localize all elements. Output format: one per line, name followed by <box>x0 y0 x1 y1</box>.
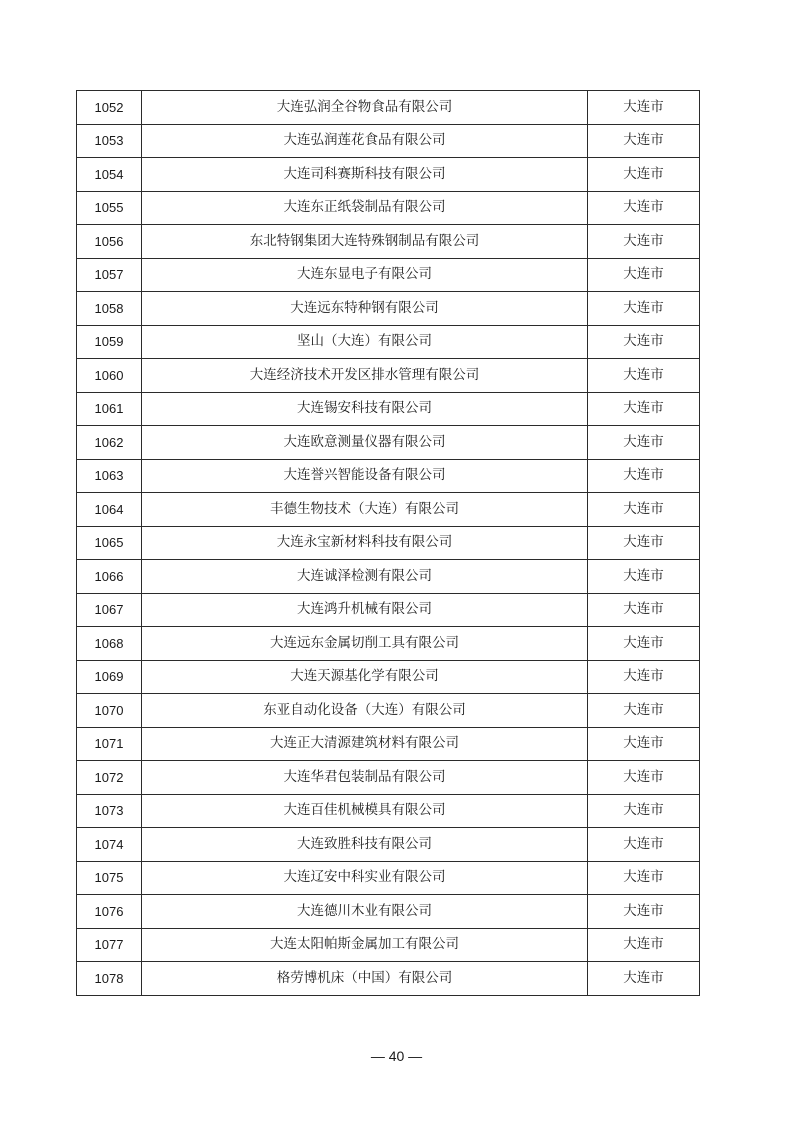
table-row <box>77 158 700 192</box>
table-row <box>77 191 700 225</box>
row-number-cell: 1069 <box>77 660 142 694</box>
city-cell: 大连市 <box>588 861 700 895</box>
city-cell: 大连市 <box>588 258 700 292</box>
row-number-cell: 1058 <box>77 292 142 326</box>
company-name-cell: 大连誉兴智能设备有限公司 <box>142 459 588 493</box>
company-list-table <box>76 90 700 996</box>
city-cell: 大连市 <box>588 493 700 527</box>
city-cell: 大连市 <box>588 325 700 359</box>
city-cell: 大连市 <box>588 225 700 259</box>
row-number-cell: 1072 <box>77 761 142 795</box>
row-number-cell: 1060 <box>77 359 142 393</box>
company-name-cell: 大连鸿升机械有限公司 <box>142 593 588 627</box>
company-name-cell: 格劳博机床（中国）有限公司 <box>142 962 588 996</box>
company-name-cell: 大连诚泽检测有限公司 <box>142 560 588 594</box>
table-row <box>77 325 700 359</box>
city-cell: 大连市 <box>588 928 700 962</box>
table-row <box>77 225 700 259</box>
table-row <box>77 828 700 862</box>
row-number-cell: 1056 <box>77 225 142 259</box>
company-name-cell: 大连远东金属切削工具有限公司 <box>142 627 588 661</box>
row-number-cell: 1054 <box>77 158 142 192</box>
table-row <box>77 694 700 728</box>
row-number-cell: 1053 <box>77 124 142 158</box>
table-row <box>77 526 700 560</box>
table-row <box>77 593 700 627</box>
table-row <box>77 258 700 292</box>
row-number-cell: 1062 <box>77 426 142 460</box>
city-cell: 大连市 <box>588 694 700 728</box>
city-cell: 大连市 <box>588 191 700 225</box>
table-row <box>77 459 700 493</box>
city-cell: 大连市 <box>588 761 700 795</box>
row-number-cell: 1066 <box>77 560 142 594</box>
table-row <box>77 124 700 158</box>
row-number-cell: 1063 <box>77 459 142 493</box>
company-name-cell: 丰德生物技术（大连）有限公司 <box>142 493 588 527</box>
table-row <box>77 91 700 125</box>
row-number-cell: 1068 <box>77 627 142 661</box>
company-name-cell: 大连经济技术开发区排水管理有限公司 <box>142 359 588 393</box>
row-number-cell: 1074 <box>77 828 142 862</box>
row-number-cell: 1055 <box>77 191 142 225</box>
table-row <box>77 493 700 527</box>
city-cell: 大连市 <box>588 593 700 627</box>
company-name-cell: 大连百佳机械模具有限公司 <box>142 794 588 828</box>
city-cell: 大连市 <box>588 426 700 460</box>
city-cell: 大连市 <box>588 962 700 996</box>
table-row <box>77 292 700 326</box>
table-row <box>77 660 700 694</box>
table-row <box>77 392 700 426</box>
row-number-cell: 1078 <box>77 962 142 996</box>
row-number-cell: 1061 <box>77 392 142 426</box>
company-name-cell: 大连锡安科技有限公司 <box>142 392 588 426</box>
city-cell: 大连市 <box>588 392 700 426</box>
company-name-cell: 大连司科赛斯科技有限公司 <box>142 158 588 192</box>
table-row <box>77 426 700 460</box>
company-name-cell: 大连辽安中科实业有限公司 <box>142 861 588 895</box>
table-row <box>77 560 700 594</box>
company-name-cell: 大连正大清源建筑材料有限公司 <box>142 727 588 761</box>
row-number-cell: 1071 <box>77 727 142 761</box>
table-row <box>77 794 700 828</box>
city-cell: 大连市 <box>588 828 700 862</box>
city-cell: 大连市 <box>588 124 700 158</box>
company-name-cell: 大连欧意测量仪器有限公司 <box>142 426 588 460</box>
city-cell: 大连市 <box>588 660 700 694</box>
row-number-cell: 1077 <box>77 928 142 962</box>
row-number-cell: 1065 <box>77 526 142 560</box>
row-number-cell: 1070 <box>77 694 142 728</box>
table-row <box>77 861 700 895</box>
row-number-cell: 1059 <box>77 325 142 359</box>
city-cell: 大连市 <box>588 727 700 761</box>
company-name-cell: 大连东显电子有限公司 <box>142 258 588 292</box>
city-cell: 大连市 <box>588 459 700 493</box>
company-name-cell: 大连德川木业有限公司 <box>142 895 588 929</box>
row-number-cell: 1057 <box>77 258 142 292</box>
company-name-cell: 大连天源基化学有限公司 <box>142 660 588 694</box>
table-row <box>77 761 700 795</box>
table-row <box>77 359 700 393</box>
row-number-cell: 1064 <box>77 493 142 527</box>
city-cell: 大连市 <box>588 91 700 125</box>
table-row <box>77 895 700 929</box>
company-name-cell: 大连永宝新材料科技有限公司 <box>142 526 588 560</box>
row-number-cell: 1075 <box>77 861 142 895</box>
company-name-cell: 东亚自动化设备（大连）有限公司 <box>142 694 588 728</box>
company-name-cell: 大连华君包装制品有限公司 <box>142 761 588 795</box>
row-number-cell: 1073 <box>77 794 142 828</box>
company-name-cell: 大连弘润莲花食品有限公司 <box>142 124 588 158</box>
city-cell: 大连市 <box>588 794 700 828</box>
row-number-cell: 1067 <box>77 593 142 627</box>
company-name-cell: 坚山（大连）有限公司 <box>142 325 588 359</box>
company-name-cell: 东北特钢集团大连特殊钢制品有限公司 <box>142 225 588 259</box>
city-cell: 大连市 <box>588 627 700 661</box>
row-number-cell: 1052 <box>77 91 142 125</box>
page-number: — 40 — <box>370 1048 423 1064</box>
company-name-cell: 大连致胜科技有限公司 <box>142 828 588 862</box>
company-name-cell: 大连东正纸袋制品有限公司 <box>142 191 588 225</box>
company-name-cell: 大连弘润全谷物食品有限公司 <box>142 91 588 125</box>
table-row <box>77 727 700 761</box>
city-cell: 大连市 <box>588 292 700 326</box>
city-cell: 大连市 <box>588 895 700 929</box>
city-cell: 大连市 <box>588 158 700 192</box>
city-cell: 大连市 <box>588 560 700 594</box>
table-row <box>77 627 700 661</box>
city-cell: 大连市 <box>588 359 700 393</box>
city-cell: 大连市 <box>588 526 700 560</box>
company-name-cell: 大连远东特种钢有限公司 <box>142 292 588 326</box>
table-row <box>77 962 700 996</box>
row-number-cell: 1076 <box>77 895 142 929</box>
company-name-cell: 大连太阳帕斯金属加工有限公司 <box>142 928 588 962</box>
table-body <box>77 91 700 996</box>
table-row <box>77 928 700 962</box>
